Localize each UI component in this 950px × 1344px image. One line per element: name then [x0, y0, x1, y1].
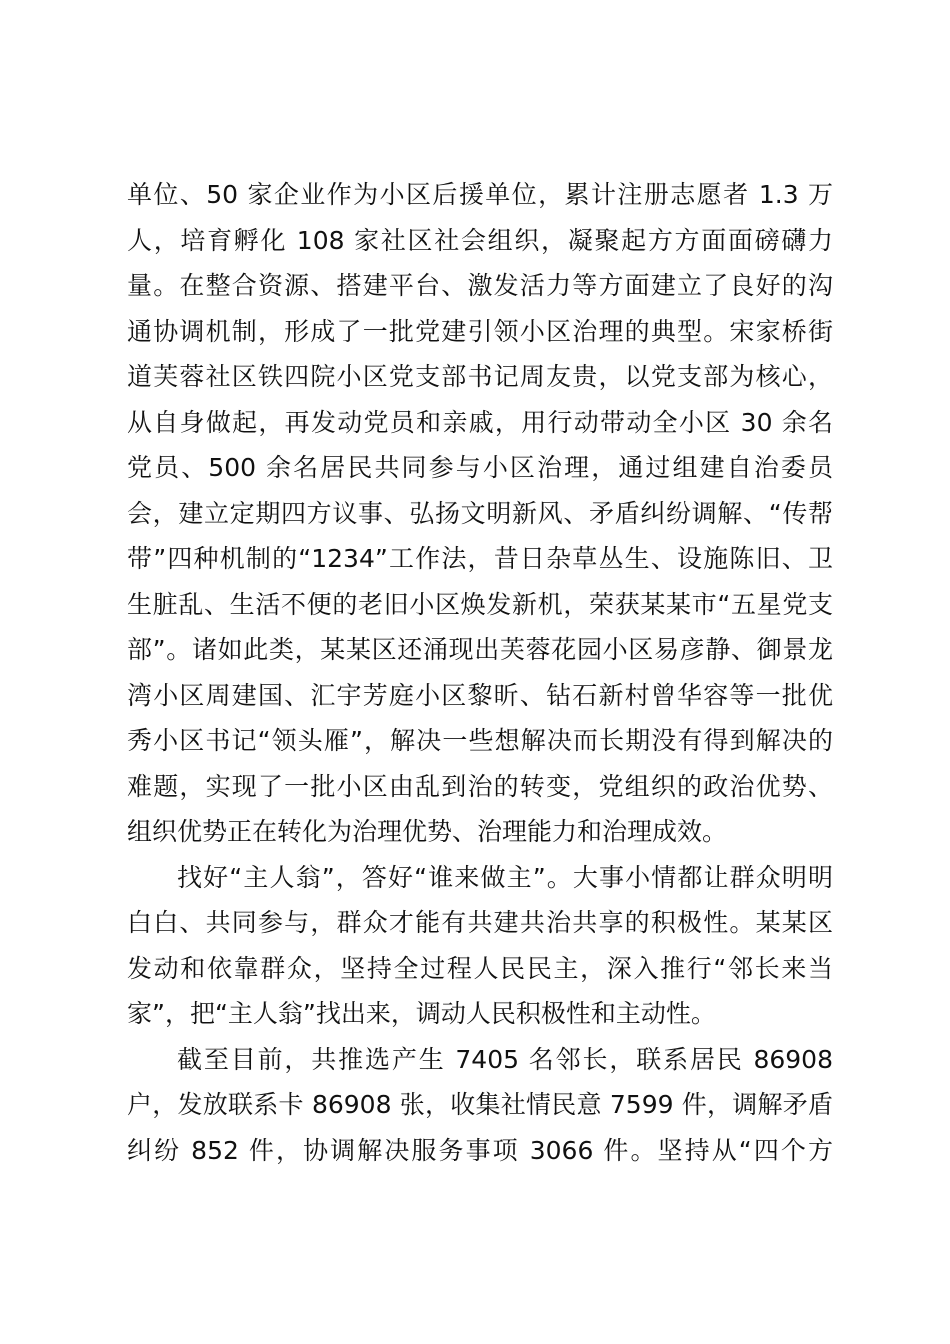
text-line: 户，发放联系卡 86908 张，收集社情民意 7599 件，调解矛盾: [127, 1090, 833, 1119]
text-line: 难题，实现了一批小区由乱到治的转变，党组织的政治优势、: [127, 771, 833, 801]
text-line: 家”，把“主人翁”找出来，调动人民积极性和主动性。: [127, 999, 716, 1028]
text-line: 道芙蓉社区铁四院小区党支部书记周友贵，以党支部为核心，: [127, 362, 833, 391]
text-line: 党员、500 余名居民共同参与小区治理，通过组建自治委员: [127, 453, 833, 482]
text-line: 单位、50 家企业作为小区后援单位，累计注册志愿者 1.3 万: [127, 180, 833, 209]
text-line: 从自身做起，再发动党员和亲戚，用行动带动全小区 30 余名: [127, 407, 833, 437]
paragraph-2: [127, 855, 833, 1037]
text-line: 找好“主人翁”，答好“谁来做主”。大事小情都让群众明明: [177, 862, 833, 892]
text-line: 部”。诸如此类，某某区还涌现出芙蓉花园小区易彦静、御景龙: [127, 635, 833, 664]
body-text: [127, 172, 833, 1173]
paragraph-3: [127, 1037, 833, 1174]
text-line: 发动和依靠群众，坚持全过程人民民主，深入推行“邻长来当: [127, 953, 833, 983]
paragraph-1: [127, 172, 833, 855]
text-line: 秀小区书记“领头雁”，解决一些想解决而长期没有得到解决的: [127, 726, 833, 755]
text-line: 白白、共同参与，群众才能有共建共治共享的积极性。某某区: [127, 908, 833, 937]
text-line: 带”四种机制的“1234”工作法，昔日杂草丛生、设施陈旧、卫: [127, 544, 833, 573]
text-line: 通协调机制，形成了一批党建引领小区治理的典型。宋家桥街: [127, 316, 833, 346]
text-line: 组织优势正在转化为治理优势、治理能力和治理成效。: [127, 817, 728, 846]
text-line: 湾小区周建国、汇宇芳庭小区黎昕、钻石新村曾华容等一批优: [127, 680, 833, 710]
text-line: 量。在整合资源、搭建平台、激发活力等方面建立了良好的沟: [127, 271, 833, 300]
text-line: 纠纷 852 件，协调解决服务事项 3066 件。坚持从“四个方: [127, 1135, 833, 1165]
text-line: 生脏乱、生活不便的老旧小区焕发新机，荣获某某市“五星党支: [127, 589, 833, 619]
text-line: 截至目前，共推选产生 7405 名邻长，联系居民 86908: [177, 1044, 833, 1074]
text-line: 会，建立定期四方议事、弘扬文明新风、矛盾纠纷调解、“传帮: [127, 498, 833, 528]
text-line: 人，培育孵化 108 家社区社会组织，凝聚起方方面面磅礴力: [127, 225, 833, 255]
